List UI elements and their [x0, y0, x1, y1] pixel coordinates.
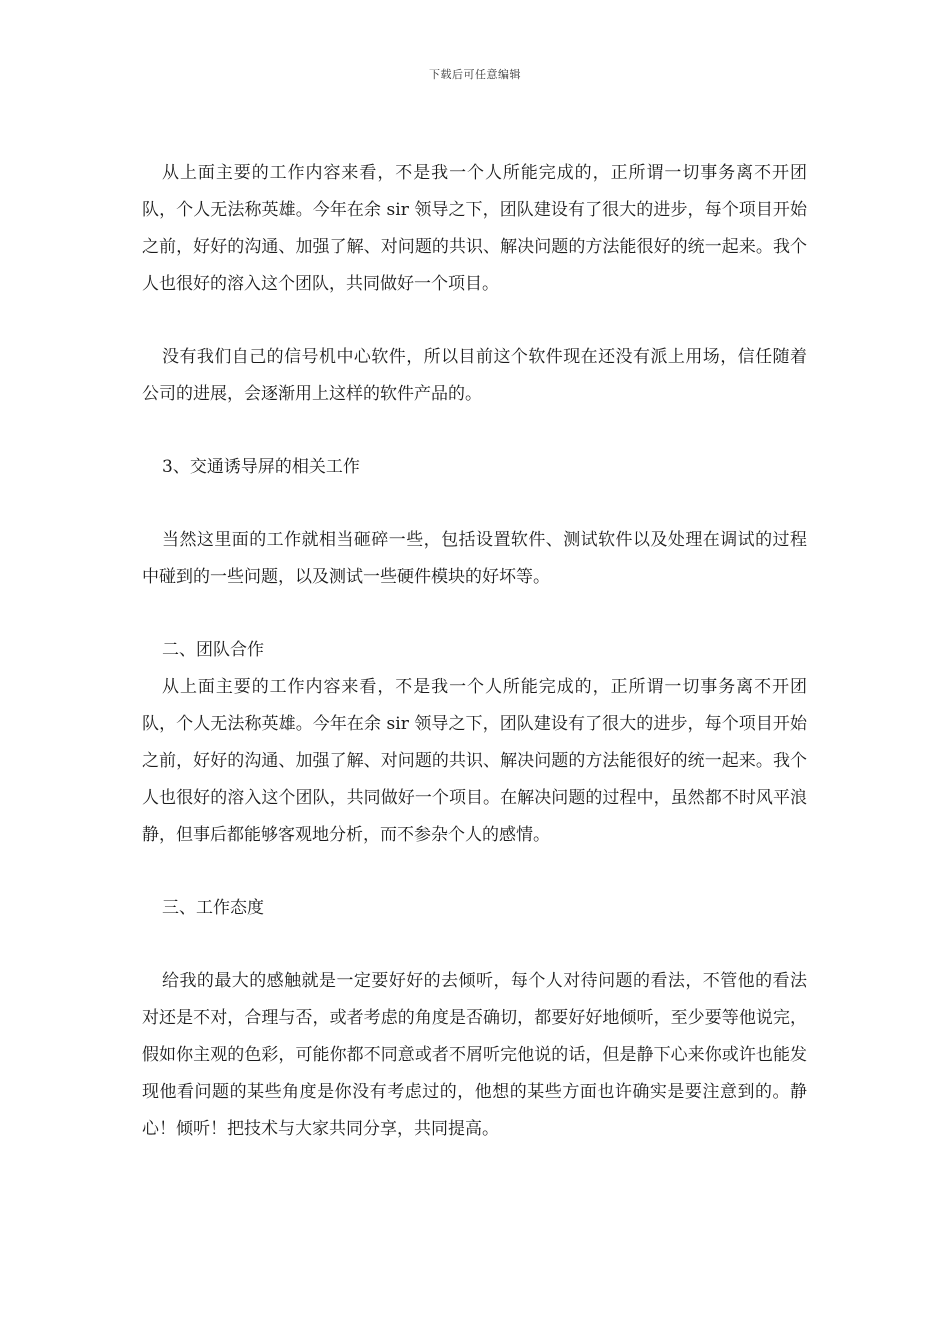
page-header: 下载后可任意编辑	[429, 68, 521, 81]
paragraph-team-cooperation: 从上面主要的工作内容来看，不是我一个人所能完成的，正所谓一切事务离不开团队，个人无法称英雄。今年在余 sir 领导之下，团队建设有了很大的进步，每个项目开始之前，好好的沟通、加强了解、对问题的共识、解决问题的方法能很好的统一起来。我个人也很好的溶入这个团队，共同做好一个项目。在解决问题的过程中，虽然都不时风平浪静，但事后都能够客观地分析，而不参杂个人的感情。	[142, 677, 807, 845]
paragraph-gap	[142, 596, 807, 632]
paragraph-teamwork-intro: 从上面主要的工作内容来看，不是我一个人所能完成的，正所谓一切事务离不开团队，个人无法称英雄。今年在余 sir 领导之下，团队建设有了很大的进步，每个项目开始之前，好好的沟通、加强了解、对问题的共识、解决问题的方法能很好的统一起来。我个人也很好的溶入这个团队，共同做好一个项目。	[142, 163, 807, 294]
paragraph-gap	[142, 854, 807, 890]
paragraph-gap	[142, 413, 807, 449]
heading-work-attitude: 三、工作态度	[162, 898, 264, 918]
paragraph-gap	[142, 303, 807, 339]
paragraph-work-attitude: 给我的最大的感触就是一定要好好的去倾听，每个人对待问题的看法，不管他的看法对还是不对，合理与否，或者考虑的角度是否确切，都要好好地倾听，至少要等他说完，假如你主观的色彩，可能你都不同意或者不屑听完他说的话，但是静下心来你或许也能发现他看问题的某些角度是你没有考虑过的，他想的某些方面也许确实是要注意到的。静心！倾听！把技术与大家共同分享，共同提高。	[142, 971, 807, 1139]
heading-team-cooperation: 二、团队合作	[162, 640, 264, 660]
paragraph-signal-software: 没有我们自己的信号机中心软件，所以目前这个软件现在还没有派上用场，信任随着公司的进展，会逐渐用上这样的软件产品的。	[142, 347, 807, 404]
heading-traffic-screen: 3、交通诱导屏的相关工作	[162, 457, 360, 477]
paragraph-traffic-screen-work: 当然这里面的工作就相当砸碎一些，包括设置软件、测试软件以及处理在调试的过程中碰到的一些问题，以及测试一些硬件模块的好坏等。	[142, 530, 807, 587]
paragraph-gap	[142, 927, 807, 963]
document-body	[142, 155, 807, 1148]
paragraph-gap	[142, 486, 807, 522]
